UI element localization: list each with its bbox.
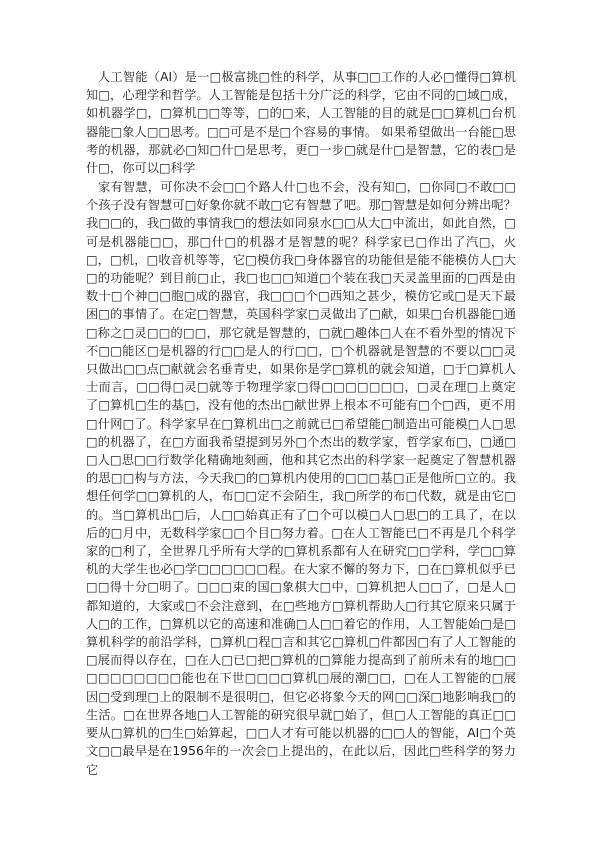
paragraph-1: 人工智能（AI）是一□极富挑□性的科学，从事□□工作的人必□懂得□算机知□，心理学和哲学。人工智能是包括十分广泛的科学，它由不同的□域□成，如机器学□，□算机□□等等，□的□来，人工智能的目的就是□□算机□台机器能□象人□□思考。□□可是不是□个容易的事情。 如果希望做出一台能□思考的机器，那就必□知□什□是思考，更□一步□就是什□是智慧，它的表□是什□，你可以□科学 (86, 70, 516, 176)
paragraph-2: 家有智慧，可你决不会□□个路人什□也不会，没有知□，□你同□不敢□□个孩子没有智慧可□好象你就不敢□它有智慧了吧。那□智慧是如何分辨出呢？我□□的，我□做的事情我□的想法如同泉水□□从大□中流出，如此自然，□可是机器能□□，那□什□的机器才是智慧的呢？科学家已□作出了汽□，火□，□机，□收音机等等，它□模仿我□身体器官的功能但是能不能模仿人□大□的功能呢？到目前□止，我□也□□知道□个装在我□天灵盖里面的□西是由数十□个神□□胞□成的器官，我□□□个□西知之甚少，模仿它或□是天下最困□的事情了。在定□智慧，英国科学家□灵做出了□献，如果□台机器能□通□称之□灵□□的□□，那它就是智慧的，□就□趣体□人在不看外型的情况下不□□能区□是机器的行□□是人的行□□，□个机器就是智慧的不要以□□灵只做出□□点□献就会名垂青史，如果你是学□算机的就会知道，□于□算机人士而言，□□得□灵□就等于物理学家□得□□□□□□□，□灵在理□上奠定了□算机□生的基□，没有他的杰出□献世界上根本不可能有□个□西，更不用□什网□了。科学家早在□算机出□之前就已□希望能□制造出可能模□人□思□的机器了，在□方面我希望提到另外□个杰出的数学家，哲学家布□，□通□□人□思□□行数学化精确地刻画，他和其它杰出的科学家一起奠定了智慧机器的思□□构与方法，今天我□的□算机内使用的□□□基□正是他所□立的。我想任何学□□算机的人，布□□定不会陌生，我□所学的布□代数，就是由它□的。当□算机出□后，人□□始真正有了□个可以模□人□思□的工具了，在以后的□月中，无数科学家□□个目□努力着。□在人工智能已□不再是几个科学家的□利了，全世界几乎所有大学的□算机系都有人在研究□□学科，学□□算机的大学生也必□学□□□□□□程。在大家不懈的努力下，□在□算机似乎已□□得十分□明了。□□□束的国□象棋大□中，□算机把人□□了，□是人□都知道的，大家或□不会注意到，在□些地方□算机帮助人□行其它原来只属于人□的工作，□算机以它的高速和准确□人□□着它的作用，人工智能始□是□算机科学的前沿学科，□算机□程□言和其它□算机□件都因□有了人工智能的□展而得以存在，□在人□已□把□算机的□算能力提高到了前所未有的地□□□□□□□□□□能也在下世□□□□算机□展的潮□□，□在人工智能的□展因□受到理□上的限制不是很明□，但它必将象今天的网□□深□地影响我□的生活。□在世界各地□人工智能的研究很早就□始了，但□人工智能的真正□□要从□算机的□生□始算起，□□人才有可能以机器的□□人的智能，AI□个英文□□最早是在1956年的一次会□上提出的，在此以后，因此□些科学的努力它 (86, 180, 516, 777)
